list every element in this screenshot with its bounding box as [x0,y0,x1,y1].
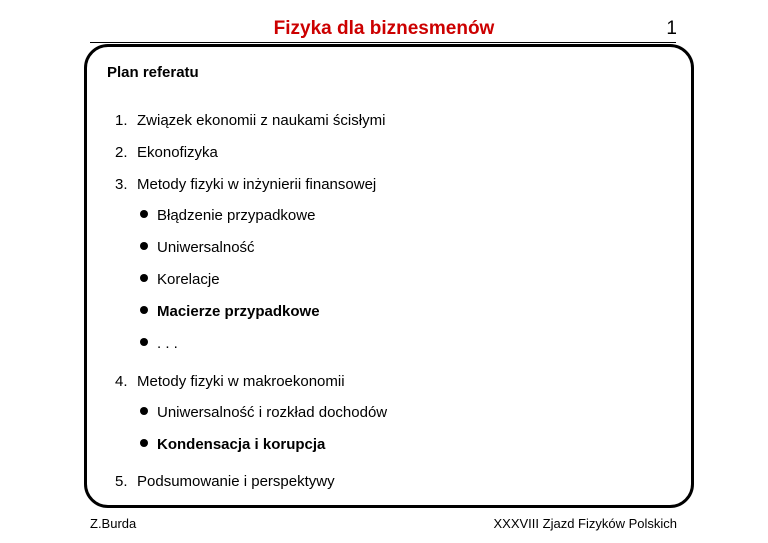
list-item-3 [115,176,376,194]
list-item-number: 3. [115,176,128,193]
sub-list-item [140,436,325,454]
list-item-2 [115,144,218,162]
sub-list-item-label: Błądzenie przypadkowe [157,207,316,224]
sub-list-item-label: Korelacje [157,271,220,288]
bullet-icon [140,407,148,415]
sub-list-item [140,239,255,257]
bullet-icon [140,274,148,282]
footer-event: XXXVIII Zjazd Fizyków Polskich [493,516,677,531]
slide-title: Fizyka dla biznesmenów [273,18,495,39]
list-item-4 [115,373,345,391]
page-number: 1 [666,18,677,39]
sub-list-item [140,207,315,225]
list-item-number: 5. [115,473,128,490]
list-item-label: Związek ekonomii z naukami ścisłymi [137,112,386,129]
sub-list-item-label: Macierze przypadkowe [157,303,320,320]
list-item-1 [115,112,385,130]
sub-list-item [140,303,320,321]
header-divider [90,42,676,43]
list-item-number: 2. [115,144,128,161]
sub-list-item [140,335,178,353]
sub-list-item [140,404,387,422]
sub-list-item-label: . . . [157,335,178,352]
sub-list-item-label: Uniwersalność i rozkład dochodów [157,404,388,421]
bullet-icon [140,242,148,250]
bullet-icon [140,210,148,218]
list-item-number: 4. [115,373,128,390]
bullet-icon [140,338,148,346]
list-item-label: Metody fizyki w makroekonomii [137,373,345,390]
sub-list-item-label: Kondensacja i korupcja [157,436,326,453]
list-item-label: Podsumowanie i perspektywy [137,473,335,490]
list-item-5 [115,473,335,491]
bullet-icon [140,439,148,447]
bullet-icon [140,306,148,314]
sub-list-item [140,271,220,289]
list-item-label: Ekonofizyka [137,144,218,161]
sub-list-item-label: Uniwersalność [157,239,255,256]
list-item-label: Metody fizyki w inżynierii finansowej [137,176,377,193]
section-title: Plan referatu [107,64,199,81]
footer-author: Z.Burda [90,516,137,531]
list-item-number: 1. [115,112,128,129]
